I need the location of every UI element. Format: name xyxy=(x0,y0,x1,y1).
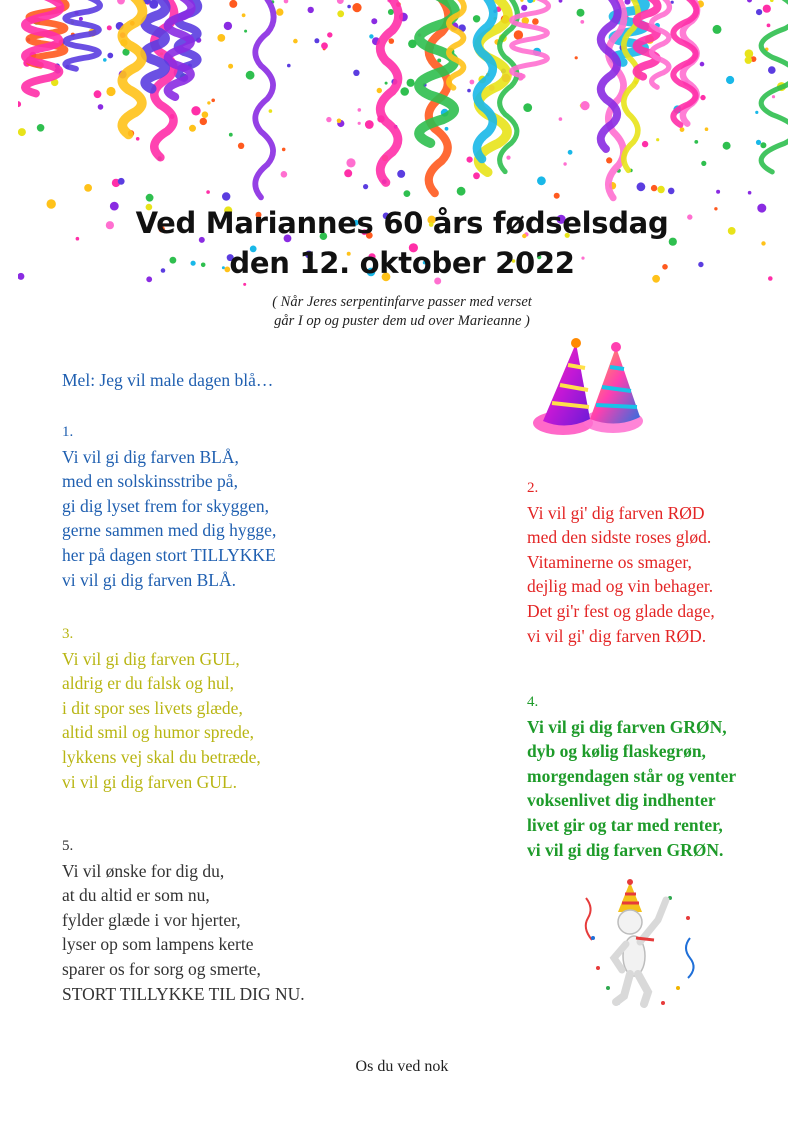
confetti-dot xyxy=(473,172,480,179)
verse-number: 5. xyxy=(62,838,74,854)
confetti-dot xyxy=(238,143,244,149)
confetti-dot xyxy=(554,193,560,199)
confetti-dot xyxy=(760,142,766,148)
party-hats-image xyxy=(528,335,658,445)
confetti-dot xyxy=(189,125,196,132)
verse-line: livet gir og tar med renter, xyxy=(527,814,723,835)
confetti-dot xyxy=(467,157,473,163)
confetti-dot xyxy=(146,194,154,202)
confetti-dot xyxy=(559,117,563,121)
verse-line: Vi vil gi dig farven BLÅ, xyxy=(62,446,239,467)
verse-line: Vitaminerne os smager, xyxy=(527,551,692,572)
confetti-dot xyxy=(514,30,523,39)
confetti-dot xyxy=(767,24,771,28)
verse-line: voksenlivet dig indhenter xyxy=(527,790,716,811)
confetti-dot xyxy=(327,32,332,37)
confetti-dot xyxy=(467,89,471,93)
confetti-dot xyxy=(404,190,411,197)
melody-line: Mel: Jeg vil male dagen blå… xyxy=(62,370,274,390)
confetti-dot xyxy=(577,9,585,17)
confetti-dot xyxy=(606,157,612,163)
confetti-dot xyxy=(651,185,657,191)
confetti-dot xyxy=(37,124,45,132)
confetti-dot xyxy=(136,137,140,141)
confetti-dot xyxy=(346,158,355,167)
confetti-dot xyxy=(344,169,352,177)
confetti-dot xyxy=(191,106,200,115)
confetti-dot xyxy=(745,57,752,64)
confetti-dot xyxy=(642,141,648,147)
verse-line: at du altid er som nu, xyxy=(62,885,210,906)
confetti-dot xyxy=(575,56,578,59)
verse-5 xyxy=(62,834,305,1006)
confetti-dot xyxy=(726,76,734,84)
confetti-dot xyxy=(117,0,125,5)
confetti-dot xyxy=(400,87,409,96)
confetti-dot xyxy=(358,122,361,125)
confetti-dot xyxy=(756,140,761,145)
confetti-dot xyxy=(470,80,475,85)
instruction-line-1: ( Når Jeres serpentinfarve passer med verset xyxy=(272,294,532,310)
confetti-dot xyxy=(527,0,533,3)
confetti-dot xyxy=(770,0,774,2)
verse-line: aldrig er du falsk og hul, xyxy=(62,673,235,694)
confetti-dot xyxy=(532,18,539,25)
confetti-dot xyxy=(385,82,388,85)
confetti-dot xyxy=(18,101,21,107)
verse-line: gi dig lyset frem for skyggen, xyxy=(62,495,270,516)
confetti-dot xyxy=(680,127,685,132)
confetti-dot xyxy=(377,88,382,93)
confetti-dot xyxy=(397,170,405,178)
confetti-dot xyxy=(701,161,706,166)
confetti-dot xyxy=(748,191,752,195)
confetti-dot xyxy=(118,178,125,185)
confetti-dot xyxy=(768,66,776,74)
verse-line: Vi vil gi' dig farven RØD xyxy=(527,502,705,523)
verse-line: dyb og kølig flaskegrøn, xyxy=(527,741,706,762)
confetti-dot xyxy=(222,192,230,200)
confetti-dot xyxy=(668,188,675,195)
verse-line: Det gi'r fest og glade dage, xyxy=(527,600,715,621)
streamer xyxy=(380,0,398,183)
verse-line: lyser op som lampens kerte xyxy=(62,934,254,955)
confetti-dot xyxy=(242,13,246,17)
confetti-dot xyxy=(756,9,762,15)
confetti-dot xyxy=(763,5,771,13)
confetti-dot xyxy=(206,190,210,194)
confetti-dot xyxy=(314,38,319,43)
confetti-dot xyxy=(246,71,255,80)
confetti-dot xyxy=(207,101,210,104)
confetti-dot xyxy=(457,187,466,196)
confetti-dot xyxy=(337,0,344,4)
verse-line: fylder glæde i vor hjerter, xyxy=(62,909,241,930)
confetti-dot xyxy=(284,0,289,3)
confetti-dot xyxy=(224,22,232,30)
confetti-dot xyxy=(520,0,523,2)
confetti-dot xyxy=(694,140,698,144)
confetti-dot xyxy=(723,142,731,150)
confetti-dot xyxy=(637,182,646,191)
confetti-dot xyxy=(244,30,247,33)
streamer xyxy=(601,0,618,149)
streamer xyxy=(122,0,142,134)
confetti-dot xyxy=(293,39,298,44)
confetti-dot xyxy=(358,108,362,112)
confetti-dot xyxy=(337,119,342,124)
verse-4 xyxy=(527,690,736,862)
confetti-dot xyxy=(389,38,395,44)
confetti-dot xyxy=(363,184,368,189)
confetti-dot xyxy=(523,103,532,112)
verse-line: sparer os for sorg og smerte, xyxy=(62,958,261,979)
confetti-dot xyxy=(521,5,527,11)
confetti-dot xyxy=(282,148,286,152)
confetti-dot xyxy=(716,190,720,194)
verse-line: dejlig mad og vin behager. xyxy=(527,576,714,597)
confetti-dot xyxy=(84,184,92,192)
confetti-dot xyxy=(371,18,377,24)
verse-line: her på dagen stort TILLYKKE xyxy=(62,544,276,565)
verse-line: vi vil gi dig farven GRØN. xyxy=(527,839,724,860)
confetti-dot xyxy=(202,111,209,118)
confetti-dot xyxy=(473,15,480,22)
confetti-dot xyxy=(308,7,314,13)
confetti-dot xyxy=(243,283,246,286)
confetti-dot xyxy=(713,25,722,34)
confetti-dot xyxy=(229,0,237,8)
confetti-dot xyxy=(18,128,26,136)
instruction-note xyxy=(0,293,804,331)
confetti-dot xyxy=(103,58,107,62)
verse-line: med en solskinsstribe på, xyxy=(62,471,238,492)
confetti-dot xyxy=(705,127,709,131)
verse-line: gerne sammen med dig hygge, xyxy=(62,520,277,541)
confetti-dot xyxy=(200,118,207,125)
confetti-dot xyxy=(445,127,449,131)
confetti-dot xyxy=(287,64,291,68)
title-line-1: Ved Mariannes 60 års fødselsdag xyxy=(135,206,669,240)
confetti-dot xyxy=(580,20,584,24)
confetti-dot xyxy=(107,25,112,30)
confetti-dot xyxy=(347,5,351,9)
instruction-line-2: går I op og puster dem ud over Marieanne ) xyxy=(274,313,530,329)
confetti-dot xyxy=(506,156,510,160)
verse-2 xyxy=(527,476,715,648)
signature: Os du ved nok xyxy=(355,1058,449,1075)
confetti-dot xyxy=(94,90,102,98)
confetti-dot xyxy=(106,87,115,96)
verse-line: Vi vil gi dig farven GRØN, xyxy=(527,716,727,737)
confetti-dot xyxy=(365,120,374,129)
verse-line: med den sidste roses glød. xyxy=(527,527,712,548)
confetti-dot xyxy=(353,70,359,76)
confetti-dot xyxy=(407,79,415,87)
confetti-dot xyxy=(761,241,765,245)
verse-1 xyxy=(62,420,276,592)
confetti-dot xyxy=(568,150,573,155)
verse-line: lykkens vej skal du betræde, xyxy=(62,746,261,767)
verse-line: Vi vil ønske for dig du, xyxy=(62,860,225,881)
confetti-dot xyxy=(217,34,225,42)
confetti-dot xyxy=(656,138,659,141)
verse-number: 2. xyxy=(527,480,539,496)
confetti-dot xyxy=(326,117,331,122)
confetti-dot xyxy=(563,162,566,165)
verse-number: 1. xyxy=(62,424,74,440)
confetti-dot xyxy=(755,111,758,114)
confetti-dot xyxy=(281,171,288,178)
verse-number: 4. xyxy=(527,694,539,710)
confetti-dot xyxy=(211,99,215,103)
confetti-dot xyxy=(276,8,283,15)
confetti-dot xyxy=(269,109,273,113)
confetti-dot xyxy=(700,95,705,100)
streamer xyxy=(255,0,273,197)
confetti-dot xyxy=(772,95,775,98)
confetti-dot xyxy=(98,104,104,110)
dancing-figure-icon xyxy=(578,878,708,1013)
verse-number: 3. xyxy=(62,626,74,642)
confetti-dot xyxy=(369,34,373,38)
dancing-figure-image xyxy=(578,878,708,1013)
confetti-dot xyxy=(107,53,113,59)
verse-line: vi vil gi dig farven GUL. xyxy=(62,771,237,792)
verse-line: vi vil gi' dig farven RØD. xyxy=(527,625,707,646)
confetti-dot xyxy=(625,0,631,5)
confetti-dot xyxy=(321,42,328,49)
verse-line: i dit spor ses livets glæde, xyxy=(62,697,243,718)
party-hats-icon xyxy=(528,335,658,445)
confetti-dot xyxy=(337,10,344,17)
confetti-dot xyxy=(352,3,361,12)
confetti-dot xyxy=(747,0,752,3)
verse-line: altid smil og humor sprede, xyxy=(62,722,254,743)
confetti-dot xyxy=(580,101,589,110)
confetti-dot xyxy=(700,62,705,67)
confetti-dot xyxy=(229,133,233,137)
confetti-dot xyxy=(559,0,563,3)
confetti-dot xyxy=(228,64,233,69)
verse-line: vi vil gi dig farven BLÅ. xyxy=(62,569,237,590)
verse-line: Vi vil gi dig farven GUL, xyxy=(62,648,240,669)
streamer xyxy=(65,0,100,69)
confetti-dot xyxy=(79,17,83,21)
verse-line: morgendagen står og venter xyxy=(527,765,737,786)
streamer xyxy=(145,0,165,89)
verse-line: STORT TILLYKKE TIL DIG NU. xyxy=(62,983,305,1004)
confetti-dot xyxy=(537,176,546,185)
verse-3 xyxy=(62,622,261,794)
confetti-dot xyxy=(657,186,664,193)
title-line-2: den 12. oktober 2022 xyxy=(229,246,575,280)
